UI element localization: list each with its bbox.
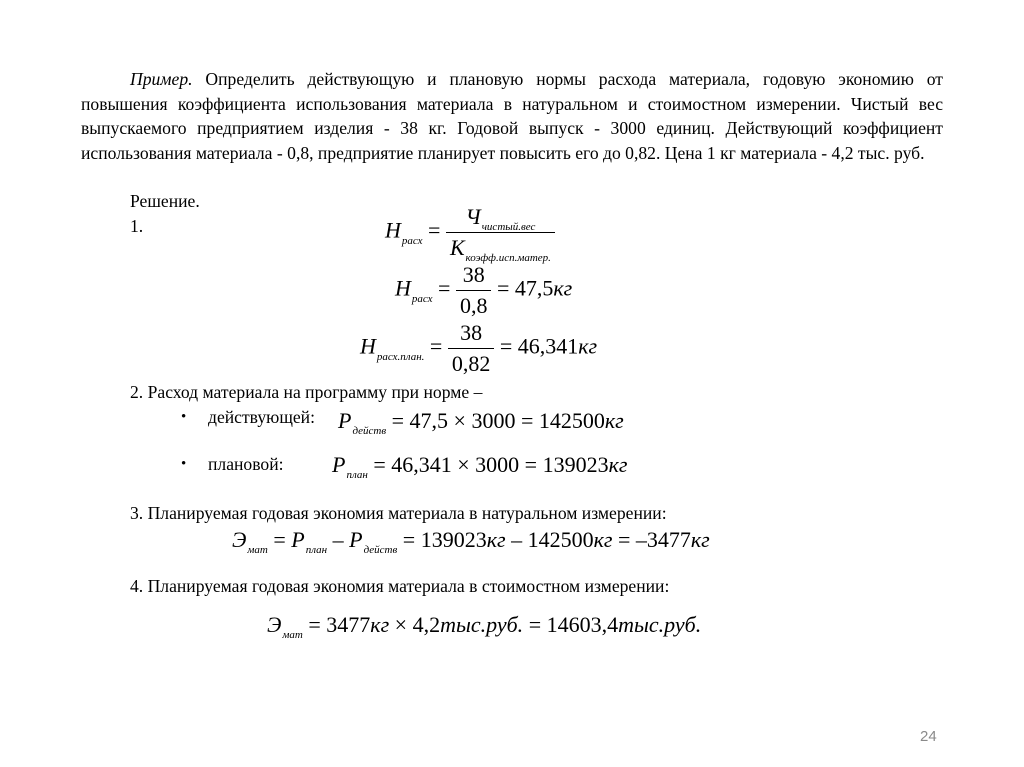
formula-consumption-actual: $Р_{действ} = 47,5 \times 3000 = 142500кг$: [338, 408, 624, 437]
step2-item2-label: плановой:: [208, 454, 284, 474]
example-lead: Пример.: [130, 69, 193, 89]
formula-consumption-plan: $Р_{план} = 46,341 \times 3000 = 139023кг$: [332, 452, 628, 481]
step2-item1-label: действующей:: [208, 407, 315, 427]
solution-label: Решение.: [130, 191, 200, 211]
step2-label: 2. Расход материала на программу при норме –: [130, 382, 483, 402]
fraction: $\frac{38}{0,8}$: [456, 262, 492, 319]
formula-norm-actual: $Н_{расх}$ = $\frac{38}{0,8}$ = 47,5кг: [395, 262, 573, 318]
bullet: •: [181, 456, 187, 472]
fraction: $\frac{Ч_{чистый.вес}}{К_{коэфф.исп.матер.}}$: [446, 204, 555, 261]
problem-statement: [81, 67, 943, 165]
step3-label: 3. Планируемая годовая экономия материала в натуральном измерении:: [130, 503, 667, 523]
bullet: •: [181, 409, 187, 425]
formula-norm-general: $Н_{расх}$ = $\frac{Ч_{чистый.вес}}{К_{коэфф.исп.матер.}}$: [385, 204, 555, 261]
formula-savings-natural: $Э_{мат} = Р_{план} - Р_{действ} = 139023кг - 142500кг = -3477кг$: [232, 527, 710, 556]
problem-text: Определить действующую и плановую нормы расхода материала, годовую экономию от повышения коэффициента использования материала в натуральном и стоимостном измерении. Чистый вес выпускаемого предприятием изделия - 38 кг. Годовой выпуск - 3000 единиц. Действующий коэффициент использования материала - 0,8, предприятие планирует повысить его до 0,82. Цена 1 кг материала - 4,2 тыс. руб.: [81, 69, 943, 163]
fraction: $\frac{38}{0,82}$: [448, 320, 495, 377]
step4-label: 4. Планируемая годовая экономия материала в стоимостном измерении:: [130, 576, 670, 596]
step1-label: 1.: [130, 216, 144, 236]
formula-norm-plan: $Н_{расх.план.}$ = $\frac{38}{0,82}$ = 46,341кг: [360, 320, 598, 376]
formula-savings-cost: $Э_{мат} = 3477кг \times 4,2тыс.руб$. = 14603,4тыс.руб.: [267, 612, 702, 641]
page-number: 24: [920, 728, 937, 745]
